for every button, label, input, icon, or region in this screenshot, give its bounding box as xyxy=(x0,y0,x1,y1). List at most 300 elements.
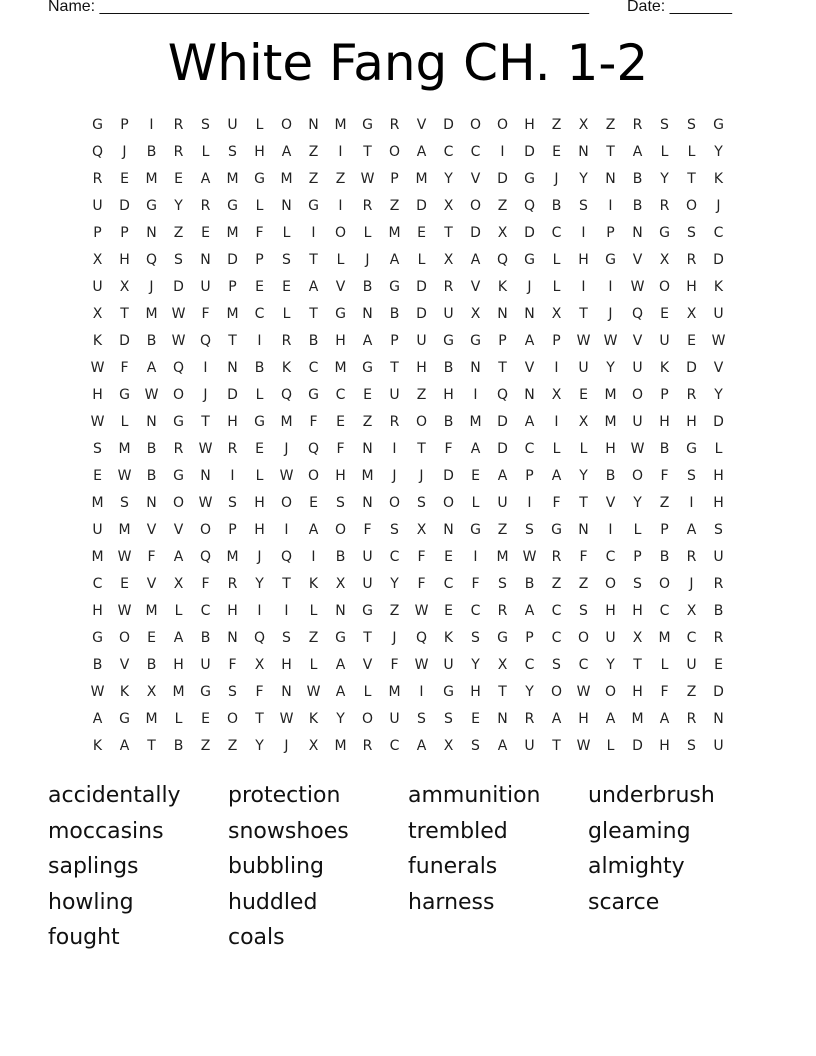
grid-letter[interactable]: F xyxy=(552,495,561,511)
grid-letter[interactable]: D xyxy=(416,306,427,322)
grid-letter[interactable]: A xyxy=(173,630,184,646)
grid-letter[interactable]: M xyxy=(604,387,617,403)
grid-letter[interactable]: O xyxy=(658,576,671,592)
grid-letter[interactable]: S xyxy=(714,522,723,538)
grid-letter[interactable]: F xyxy=(201,306,210,322)
grid-letter[interactable]: W xyxy=(630,279,645,295)
grid-letter[interactable]: Q xyxy=(172,360,185,376)
grid-letter[interactable]: H xyxy=(335,333,346,349)
grid-letter[interactable]: T xyxy=(282,576,291,592)
grid-letter[interactable]: T xyxy=(309,306,318,322)
grid-letter[interactable]: D xyxy=(416,279,427,295)
grid-letter[interactable]: H xyxy=(281,657,292,673)
grid-letter[interactable]: F xyxy=(660,684,669,700)
grid-letter[interactable]: S xyxy=(687,225,696,241)
grid-letter[interactable]: N xyxy=(578,144,589,160)
grid-letter[interactable]: I xyxy=(338,198,343,214)
grid-letter[interactable]: Z xyxy=(605,117,616,133)
grid-letter[interactable]: G xyxy=(173,468,184,484)
grid-letter[interactable]: Z xyxy=(335,171,346,187)
grid-letter[interactable]: V xyxy=(470,171,481,187)
grid-letter[interactable]: M xyxy=(226,171,239,187)
grid-letter[interactable]: H xyxy=(92,603,103,619)
grid-letter[interactable]: H xyxy=(524,117,535,133)
grid-letter[interactable]: G xyxy=(362,117,373,133)
grid-letter[interactable]: K xyxy=(308,711,319,727)
grid-letter[interactable]: D xyxy=(497,441,508,457)
grid-letter[interactable]: P xyxy=(525,468,534,484)
grid-letter[interactable]: G xyxy=(362,603,373,619)
grid-letter[interactable]: H xyxy=(578,711,589,727)
grid-letter[interactable]: D xyxy=(173,279,184,295)
grid-letter[interactable]: N xyxy=(605,171,616,187)
grid-letter[interactable]: W xyxy=(144,387,159,403)
grid-letter[interactable]: C xyxy=(713,225,724,241)
grid-letter[interactable]: N xyxy=(632,225,643,241)
grid-letter[interactable]: B xyxy=(605,468,616,484)
grid-letter[interactable]: C xyxy=(551,603,562,619)
grid-letter[interactable]: L xyxy=(201,144,210,160)
grid-letter[interactable]: P xyxy=(255,252,264,268)
grid-letter[interactable]: H xyxy=(254,144,265,160)
grid-letter[interactable]: L xyxy=(606,738,615,754)
grid-letter[interactable]: W xyxy=(90,684,105,700)
grid-letter[interactable]: R xyxy=(92,171,103,187)
grid-letter[interactable]: G xyxy=(254,171,265,187)
grid-letter[interactable]: I xyxy=(581,225,586,241)
grid-letter[interactable]: X xyxy=(92,306,103,322)
grid-letter[interactable]: F xyxy=(228,657,237,673)
grid-letter[interactable]: S xyxy=(228,144,237,160)
grid-letter[interactable]: K xyxy=(119,684,130,700)
grid-letter[interactable]: M xyxy=(145,171,158,187)
grid-letter[interactable]: A xyxy=(551,468,562,484)
grid-letter[interactable]: O xyxy=(334,522,347,538)
grid-letter[interactable]: T xyxy=(579,495,588,511)
grid-letter[interactable]: M xyxy=(145,306,158,322)
grid-letter[interactable]: Q xyxy=(199,549,212,565)
grid-letter[interactable]: Y xyxy=(579,468,588,484)
grid-letter[interactable]: M xyxy=(334,360,347,376)
grid-letter[interactable]: G xyxy=(92,117,103,133)
grid-letter[interactable]: M xyxy=(91,549,104,565)
grid-letter[interactable]: M xyxy=(226,306,239,322)
grid-letter[interactable]: E xyxy=(687,333,696,349)
grid-letter[interactable]: Z xyxy=(497,522,508,538)
grid-letter[interactable]: L xyxy=(714,441,723,457)
grid-letter[interactable]: N xyxy=(335,603,346,619)
grid-letter[interactable]: L xyxy=(120,414,129,430)
grid-letter[interactable]: H xyxy=(254,495,265,511)
grid-letter[interactable]: B xyxy=(335,549,346,565)
grid-letter[interactable]: E xyxy=(120,171,129,187)
grid-letter[interactable]: X xyxy=(443,198,454,214)
grid-letter[interactable]: L xyxy=(687,144,696,160)
grid-letter[interactable]: C xyxy=(551,225,562,241)
grid-letter[interactable]: W xyxy=(522,549,537,565)
grid-letter[interactable]: O xyxy=(604,576,617,592)
grid-letter[interactable]: K xyxy=(713,171,724,187)
grid-letter[interactable]: G xyxy=(227,198,238,214)
grid-letter[interactable]: Z xyxy=(308,171,319,187)
grid-letter[interactable]: A xyxy=(308,522,319,538)
grid-letter[interactable]: Q xyxy=(253,630,266,646)
grid-letter[interactable]: W xyxy=(360,171,375,187)
grid-letter[interactable]: M xyxy=(388,684,401,700)
grid-letter[interactable]: C xyxy=(524,441,535,457)
grid-letter[interactable]: X xyxy=(686,603,697,619)
grid-letter[interactable]: R xyxy=(551,549,562,565)
grid-letter[interactable]: T xyxy=(147,738,156,754)
grid-letter[interactable]: E xyxy=(201,225,210,241)
grid-letter[interactable]: B xyxy=(632,198,643,214)
grid-letter[interactable]: M xyxy=(226,225,239,241)
grid-letter[interactable]: B xyxy=(443,414,454,430)
grid-letter[interactable]: U xyxy=(443,306,454,322)
grid-letter[interactable]: A xyxy=(119,738,130,754)
grid-letter[interactable]: O xyxy=(604,684,617,700)
grid-letter[interactable]: A xyxy=(416,738,427,754)
grid-letter[interactable]: B xyxy=(173,738,184,754)
grid-letter[interactable]: M xyxy=(361,468,374,484)
grid-letter[interactable]: U xyxy=(443,657,454,673)
grid-letter[interactable]: F xyxy=(201,576,210,592)
grid-letter[interactable]: O xyxy=(658,279,671,295)
grid-letter[interactable]: N xyxy=(281,198,292,214)
grid-letter[interactable]: U xyxy=(200,657,211,673)
grid-letter[interactable]: J xyxy=(689,576,694,592)
grid-letter[interactable]: Q xyxy=(280,549,293,565)
grid-letter[interactable]: B xyxy=(200,630,211,646)
grid-letter[interactable]: S xyxy=(174,252,183,268)
grid-letter[interactable]: W xyxy=(198,495,213,511)
grid-letter[interactable]: M xyxy=(172,684,185,700)
grid-letter[interactable]: D xyxy=(713,414,724,430)
name-field[interactable]: Name: _______________________________________________________ xyxy=(48,0,589,15)
grid-letter[interactable]: O xyxy=(226,711,239,727)
grid-letter[interactable]: O xyxy=(631,468,644,484)
grid-letter[interactable]: C xyxy=(659,603,670,619)
grid-letter[interactable]: T xyxy=(255,711,264,727)
grid-letter[interactable]: A xyxy=(524,414,535,430)
grid-letter[interactable]: B xyxy=(659,441,670,457)
grid-letter[interactable]: I xyxy=(473,387,478,403)
grid-letter[interactable]: R xyxy=(362,738,373,754)
grid-letter[interactable]: Z xyxy=(308,630,319,646)
grid-letter[interactable]: P xyxy=(93,225,102,241)
grid-letter[interactable]: E xyxy=(174,171,183,187)
grid-letter[interactable]: Y xyxy=(606,657,615,673)
grid-letter[interactable]: L xyxy=(471,495,480,511)
grid-letter[interactable]: L xyxy=(660,144,669,160)
grid-letter[interactable]: G xyxy=(200,684,211,700)
grid-letter[interactable]: S xyxy=(93,441,102,457)
grid-letter[interactable]: J xyxy=(284,441,289,457)
grid-letter[interactable]: U xyxy=(497,495,508,511)
grid-letter[interactable]: G xyxy=(254,414,265,430)
grid-letter[interactable]: W xyxy=(603,333,618,349)
grid-letter[interactable]: O xyxy=(685,198,698,214)
grid-letter[interactable]: K xyxy=(713,279,724,295)
grid-letter[interactable]: S xyxy=(444,711,453,727)
grid-letter[interactable]: V xyxy=(173,522,184,538)
grid-letter[interactable]: Q xyxy=(496,387,509,403)
grid-letter[interactable]: D xyxy=(416,198,427,214)
grid-letter[interactable]: G xyxy=(389,279,400,295)
grid-letter[interactable]: C xyxy=(200,603,211,619)
grid-letter[interactable]: X xyxy=(551,387,562,403)
grid-letter[interactable]: H xyxy=(173,657,184,673)
grid-letter[interactable]: U xyxy=(605,630,616,646)
grid-letter[interactable]: S xyxy=(552,657,561,673)
grid-letter[interactable]: N xyxy=(281,684,292,700)
grid-letter[interactable]: U xyxy=(362,549,373,565)
grid-letter[interactable]: L xyxy=(255,198,264,214)
grid-letter[interactable]: Y xyxy=(660,171,669,187)
grid-letter[interactable]: G xyxy=(713,117,724,133)
grid-letter[interactable]: I xyxy=(608,522,613,538)
grid-letter[interactable]: E xyxy=(552,144,561,160)
grid-letter[interactable]: Y xyxy=(633,495,642,511)
grid-letter[interactable]: W xyxy=(711,333,726,349)
grid-letter[interactable]: K xyxy=(281,360,292,376)
grid-letter[interactable]: E xyxy=(579,387,588,403)
grid-letter[interactable]: A xyxy=(335,684,346,700)
grid-letter[interactable]: C xyxy=(308,360,319,376)
grid-letter[interactable]: E xyxy=(471,468,480,484)
grid-letter[interactable]: L xyxy=(255,117,264,133)
grid-letter[interactable]: S xyxy=(579,603,588,619)
grid-letter[interactable]: F xyxy=(255,684,264,700)
grid-letter[interactable]: Z xyxy=(551,117,562,133)
grid-letter[interactable]: H xyxy=(227,414,238,430)
grid-letter[interactable]: N xyxy=(146,225,157,241)
grid-letter[interactable]: O xyxy=(361,711,374,727)
grid-letter[interactable]: V xyxy=(362,657,373,673)
grid-letter[interactable]: H xyxy=(578,252,589,268)
grid-letter[interactable]: P xyxy=(120,225,129,241)
grid-letter[interactable]: S xyxy=(633,576,642,592)
grid-letter[interactable]: N xyxy=(362,306,373,322)
grid-letter[interactable]: K xyxy=(92,738,103,754)
grid-letter[interactable]: S xyxy=(498,576,507,592)
grid-letter[interactable]: E xyxy=(471,711,480,727)
grid-letter[interactable]: C xyxy=(389,738,400,754)
grid-letter[interactable]: H xyxy=(632,684,643,700)
grid-letter[interactable]: G xyxy=(146,198,157,214)
grid-letter[interactable]: C xyxy=(254,306,265,322)
grid-letter[interactable]: B xyxy=(713,603,724,619)
grid-letter[interactable]: C xyxy=(686,630,697,646)
date-field[interactable]: Date: _______ xyxy=(627,0,732,15)
grid-letter[interactable]: I xyxy=(311,549,316,565)
grid-letter[interactable]: P xyxy=(228,279,237,295)
grid-letter[interactable]: J xyxy=(122,144,127,160)
grid-letter[interactable]: G xyxy=(335,306,346,322)
grid-letter[interactable]: A xyxy=(632,144,643,160)
grid-letter[interactable]: T xyxy=(606,144,615,160)
grid-letter[interactable]: I xyxy=(581,279,586,295)
grid-letter[interactable]: H xyxy=(713,468,724,484)
grid-letter[interactable]: P xyxy=(228,522,237,538)
grid-letter[interactable]: P xyxy=(660,387,669,403)
grid-letter[interactable]: O xyxy=(172,495,185,511)
grid-letter[interactable]: K xyxy=(92,333,103,349)
grid-letter[interactable]: D xyxy=(713,252,724,268)
grid-letter[interactable]: R xyxy=(173,144,184,160)
grid-letter[interactable]: T xyxy=(309,252,318,268)
grid-letter[interactable]: C xyxy=(443,576,454,592)
grid-letter[interactable]: R xyxy=(713,576,724,592)
grid-letter[interactable]: F xyxy=(336,441,345,457)
grid-letter[interactable]: E xyxy=(444,549,453,565)
grid-letter[interactable]: V xyxy=(632,252,643,268)
grid-letter[interactable]: I xyxy=(338,144,343,160)
grid-letter[interactable]: M xyxy=(469,414,482,430)
grid-letter[interactable]: G xyxy=(470,522,481,538)
grid-letter[interactable]: H xyxy=(119,252,130,268)
grid-letter[interactable]: S xyxy=(336,495,345,511)
grid-letter[interactable]: I xyxy=(203,360,208,376)
grid-letter[interactable]: O xyxy=(118,630,131,646)
grid-letter[interactable]: U xyxy=(713,306,724,322)
grid-letter[interactable]: I xyxy=(473,549,478,565)
grid-letter[interactable]: B xyxy=(443,360,454,376)
grid-letter[interactable]: O xyxy=(577,630,590,646)
grid-letter[interactable]: A xyxy=(389,252,400,268)
grid-letter[interactable]: U xyxy=(578,360,589,376)
grid-letter[interactable]: L xyxy=(255,387,264,403)
grid-letter[interactable]: U xyxy=(686,657,697,673)
grid-letter[interactable]: M xyxy=(388,225,401,241)
grid-letter[interactable]: N xyxy=(308,117,319,133)
grid-letter[interactable]: N xyxy=(200,252,211,268)
grid-letter[interactable]: N xyxy=(497,306,508,322)
grid-letter[interactable]: S xyxy=(687,468,696,484)
grid-letter[interactable]: E xyxy=(660,306,669,322)
grid-letter[interactable]: X xyxy=(659,252,670,268)
grid-letter[interactable]: M xyxy=(334,117,347,133)
grid-letter[interactable]: R xyxy=(227,576,238,592)
grid-letter[interactable]: X xyxy=(578,414,589,430)
grid-letter[interactable]: S xyxy=(417,495,426,511)
grid-letter[interactable]: N xyxy=(497,711,508,727)
grid-letter[interactable]: Q xyxy=(415,630,428,646)
grid-letter[interactable]: N xyxy=(524,306,535,322)
grid-letter[interactable]: L xyxy=(336,252,345,268)
grid-letter[interactable]: G xyxy=(686,441,697,457)
grid-letter[interactable]: O xyxy=(631,387,644,403)
grid-letter[interactable]: I xyxy=(554,414,559,430)
grid-letter[interactable]: Q xyxy=(523,198,536,214)
grid-letter[interactable]: M xyxy=(226,549,239,565)
grid-letter[interactable]: D xyxy=(470,225,481,241)
grid-letter[interactable]: E xyxy=(93,468,102,484)
grid-letter[interactable]: U xyxy=(632,360,643,376)
grid-letter[interactable]: M xyxy=(145,603,158,619)
grid-letter[interactable]: E xyxy=(309,495,318,511)
grid-letter[interactable]: I xyxy=(689,495,694,511)
grid-letter[interactable]: U xyxy=(362,576,373,592)
grid-letter[interactable]: Y xyxy=(444,171,453,187)
grid-letter[interactable]: T xyxy=(390,360,399,376)
grid-letter[interactable]: V xyxy=(146,576,157,592)
grid-letter[interactable]: L xyxy=(309,603,318,619)
grid-letter[interactable]: Y xyxy=(255,738,264,754)
grid-letter[interactable]: S xyxy=(390,522,399,538)
grid-letter[interactable]: M xyxy=(280,414,293,430)
grid-letter[interactable]: A xyxy=(659,711,670,727)
grid-letter[interactable]: U xyxy=(92,198,103,214)
grid-letter[interactable]: L xyxy=(282,306,291,322)
grid-letter[interactable]: E xyxy=(201,711,210,727)
grid-letter[interactable]: X xyxy=(173,576,184,592)
grid-letter[interactable]: O xyxy=(415,414,428,430)
grid-letter[interactable]: R xyxy=(227,441,238,457)
grid-letter[interactable]: F xyxy=(579,549,588,565)
grid-letter[interactable]: N xyxy=(578,522,589,538)
grid-letter[interactable]: Y xyxy=(714,144,723,160)
grid-letter[interactable]: P xyxy=(552,333,561,349)
grid-letter[interactable]: F xyxy=(255,225,264,241)
grid-letter[interactable]: R xyxy=(632,117,643,133)
grid-letter[interactable]: D xyxy=(713,684,724,700)
grid-letter[interactable]: E xyxy=(120,576,129,592)
grid-letter[interactable]: W xyxy=(576,333,591,349)
grid-letter[interactable]: G xyxy=(335,630,346,646)
grid-letter[interactable]: J xyxy=(716,198,721,214)
grid-letter[interactable]: D xyxy=(632,738,643,754)
grid-letter[interactable]: B xyxy=(659,549,670,565)
grid-letter[interactable]: D xyxy=(443,468,454,484)
grid-letter[interactable]: S xyxy=(471,630,480,646)
grid-letter[interactable]: T xyxy=(579,306,588,322)
grid-letter[interactable]: E xyxy=(714,657,723,673)
grid-letter[interactable]: Y xyxy=(390,576,399,592)
grid-letter[interactable]: Q xyxy=(91,144,104,160)
grid-letter[interactable]: Y xyxy=(336,711,345,727)
grid-letter[interactable]: R xyxy=(281,333,292,349)
grid-letter[interactable]: Z xyxy=(389,603,400,619)
grid-letter[interactable]: K xyxy=(443,630,454,646)
grid-letter[interactable]: D xyxy=(227,252,238,268)
grid-letter[interactable]: H xyxy=(254,522,265,538)
grid-letter[interactable]: S xyxy=(687,738,696,754)
grid-letter[interactable]: V xyxy=(713,360,724,376)
grid-letter[interactable]: K xyxy=(659,360,670,376)
grid-letter[interactable]: D xyxy=(227,387,238,403)
grid-letter[interactable]: A xyxy=(524,333,535,349)
grid-letter[interactable]: K xyxy=(497,279,508,295)
grid-letter[interactable]: B xyxy=(632,171,643,187)
grid-letter[interactable]: G xyxy=(551,522,562,538)
grid-letter[interactable]: M xyxy=(145,711,158,727)
grid-letter[interactable]: W xyxy=(171,333,186,349)
grid-letter[interactable]: L xyxy=(552,252,561,268)
grid-letter[interactable]: J xyxy=(392,468,397,484)
grid-letter[interactable]: G xyxy=(362,360,373,376)
grid-letter[interactable]: V xyxy=(524,360,535,376)
grid-letter[interactable]: Z xyxy=(686,684,697,700)
grid-letter[interactable]: B xyxy=(524,576,535,592)
grid-letter[interactable]: G xyxy=(659,225,670,241)
grid-letter[interactable]: S xyxy=(201,117,210,133)
grid-letter[interactable]: M xyxy=(658,630,671,646)
grid-letter[interactable]: X xyxy=(416,522,427,538)
grid-letter[interactable]: O xyxy=(550,684,563,700)
grid-letter[interactable]: F xyxy=(444,441,453,457)
grid-letter[interactable]: N xyxy=(362,495,373,511)
